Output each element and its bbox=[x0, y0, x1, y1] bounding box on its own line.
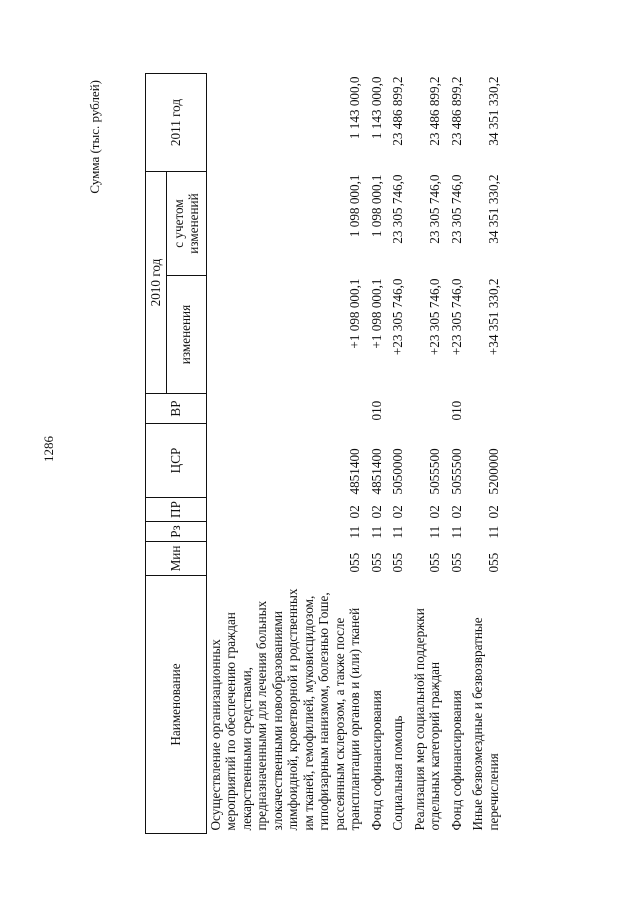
units-label: Сумма (тыс. рублей) bbox=[87, 80, 102, 194]
row-2011: 34 351 330,2 bbox=[485, 76, 501, 146]
row-changes: +23 305 746,0 bbox=[390, 278, 405, 356]
row-csr: 5050000 bbox=[390, 448, 405, 495]
table-row bbox=[406, 74, 443, 834]
row-name: Осуществление организационных мероприятий по обеспечению граждан лекарственными средствами, предназначенными для лечения больных злокачественными новообразованиями лимфоидной, кроветворной и родственных им тканей, гемофилией, муковисцидозом, гипофизарным нанизмом, болезнью Гоше, рассеянным склерозом, а также после трансплантации органов и (или) тканей bbox=[207, 588, 362, 831]
row-csr: 5055500 bbox=[427, 448, 442, 495]
row-changes: +34 351 330,2 bbox=[485, 278, 501, 356]
row-with-changes: 23 305 746,0 bbox=[390, 174, 405, 244]
row-rz: 11 bbox=[485, 525, 501, 539]
row-name: Реализация мер социальной поддержки отдельных категорий граждан bbox=[411, 608, 442, 831]
row-min: 055 bbox=[347, 552, 362, 573]
header-min: Мин bbox=[146, 542, 207, 576]
row-with-changes: 34 351 330,2 bbox=[485, 174, 501, 244]
row-vr bbox=[206, 394, 363, 424]
row-2011: 23 486 899,2 bbox=[427, 76, 442, 146]
row-min: 055 bbox=[427, 552, 442, 573]
row-pr: 02 bbox=[390, 505, 405, 519]
row-min: 055 bbox=[368, 552, 384, 573]
header-csr: ЦСР bbox=[146, 424, 207, 498]
header-vr: ВР bbox=[146, 394, 207, 424]
header-changes: изменения bbox=[166, 276, 206, 394]
row-with-changes: 23 305 746,0 bbox=[427, 174, 442, 244]
row-name: Социальная помощь bbox=[390, 715, 405, 831]
row-pr: 02 bbox=[427, 505, 442, 519]
row-pr: 02 bbox=[485, 505, 501, 519]
row-pr: 02 bbox=[347, 505, 362, 519]
row-csr: 4851400 bbox=[368, 448, 384, 495]
row-min: 055 bbox=[390, 552, 405, 573]
row-2011: 1 143 000,0 bbox=[347, 76, 362, 140]
row-rz: 11 bbox=[448, 525, 464, 539]
budget-table bbox=[145, 73, 501, 834]
row-vr bbox=[406, 394, 443, 424]
row-min: 055 bbox=[485, 552, 501, 573]
row-name: Фонд софинансирования bbox=[448, 690, 464, 831]
row-csr: 5055500 bbox=[448, 448, 464, 495]
row-rz: 11 bbox=[347, 525, 362, 539]
row-2011: 1 143 000,0 bbox=[368, 76, 384, 140]
row-name: Иные безвозмездные и безвозвратные перечисления bbox=[470, 617, 501, 831]
header-year-2011: 2011 год bbox=[146, 74, 207, 172]
row-vr: 010 bbox=[448, 400, 464, 421]
row-pr: 02 bbox=[448, 505, 464, 519]
table-row bbox=[206, 74, 363, 834]
header-year-2010: 2010 год bbox=[146, 172, 167, 394]
table-row bbox=[363, 74, 385, 834]
header-name: Наименование bbox=[146, 576, 207, 834]
page-number: 1286 bbox=[41, 436, 56, 462]
row-with-changes: 23 305 746,0 bbox=[448, 174, 464, 244]
row-changes: +1 098 000,1 bbox=[347, 278, 362, 349]
row-changes: +23 305 746,0 bbox=[448, 278, 464, 356]
row-pr: 02 bbox=[368, 505, 384, 519]
table-row bbox=[384, 74, 406, 834]
row-vr bbox=[384, 394, 406, 424]
table-row bbox=[464, 74, 501, 834]
row-vr bbox=[464, 394, 501, 424]
table-body bbox=[206, 74, 501, 834]
table-row bbox=[443, 74, 465, 834]
row-min: 055 bbox=[448, 552, 464, 573]
row-csr: 5200000 bbox=[485, 448, 501, 495]
row-2011: 23 486 899,2 bbox=[448, 76, 464, 146]
row-name: Фонд софинансирования bbox=[368, 690, 384, 831]
row-2011: 23 486 899,2 bbox=[390, 76, 405, 146]
budget-table-sheet bbox=[87, 74, 501, 834]
row-changes: +1 098 000,1 bbox=[368, 278, 384, 349]
row-with-changes: 1 098 000,1 bbox=[347, 174, 362, 238]
row-rz: 11 bbox=[390, 525, 405, 539]
row-with-changes: 1 098 000,1 bbox=[368, 174, 384, 238]
row-csr: 4851400 bbox=[347, 448, 362, 495]
row-rz: 11 bbox=[427, 525, 442, 539]
header-with-changes: с учетом изменений bbox=[166, 172, 206, 276]
row-changes: +23 305 746,0 bbox=[427, 278, 442, 356]
header-rz: Рз bbox=[146, 522, 207, 542]
row-vr: 010 bbox=[368, 400, 384, 421]
header-pr: ПР bbox=[146, 498, 207, 522]
row-rz: 11 bbox=[368, 525, 384, 539]
